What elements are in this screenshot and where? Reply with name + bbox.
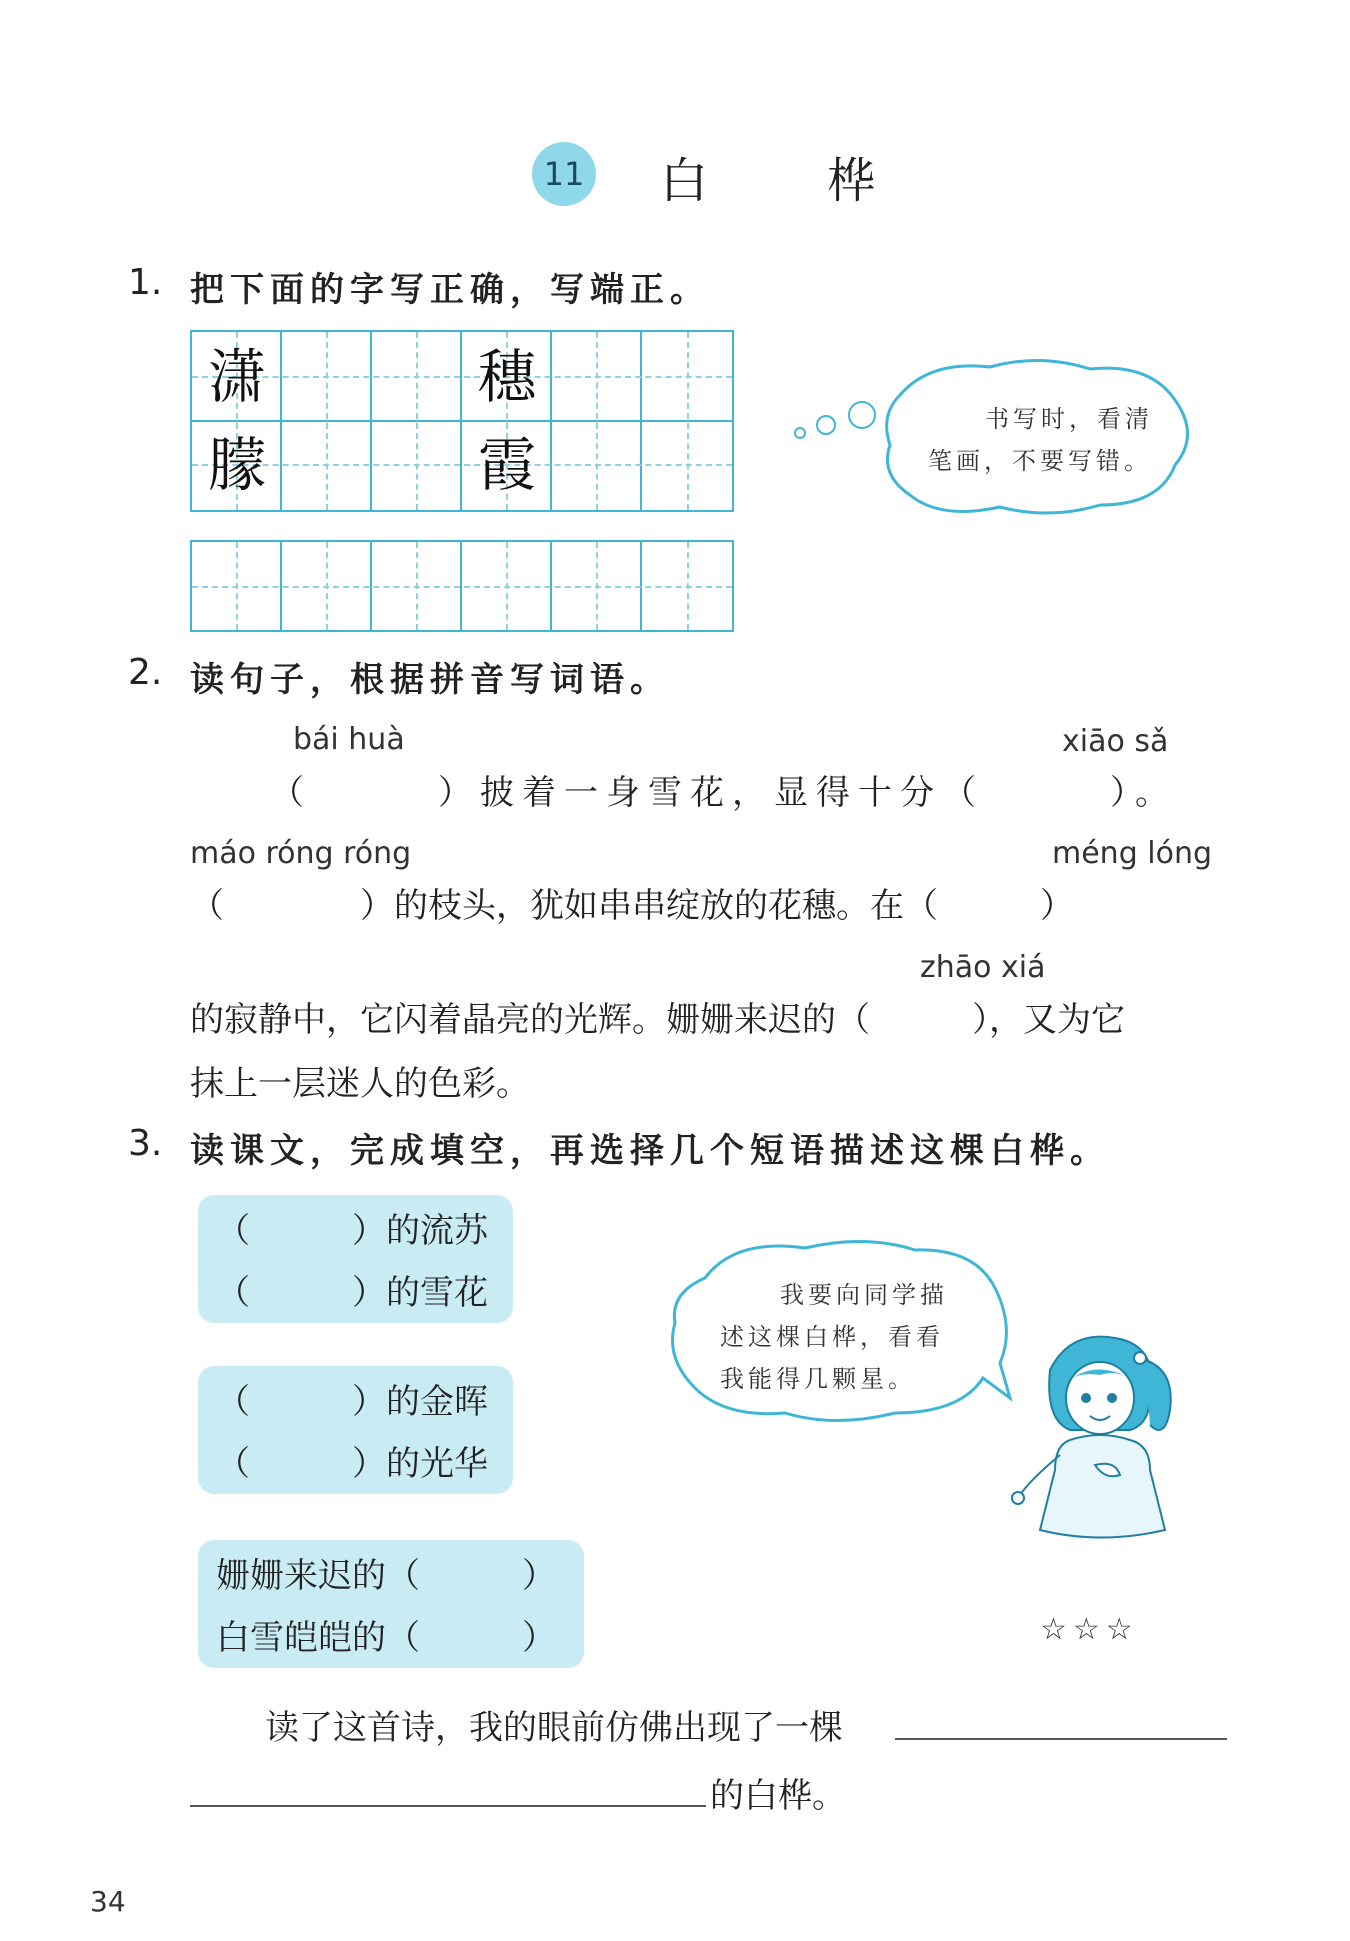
q2-sentence-line2: （ ）的枝头，犹如串串绽放的花穗。在（ ）: [190, 886, 1074, 926]
q2-number: 2.: [128, 652, 163, 693]
q3-number: 3.: [128, 1123, 163, 1164]
bubble1-line1: 书写时，看清: [985, 405, 1153, 433]
q2-sentence-line1: （ ）披着一身雪花，显得十分（ ）。: [270, 773, 1177, 813]
answer-line-2[interactable]: [190, 1805, 706, 1807]
pinyin-bai-hua: bái huà: [293, 722, 405, 757]
phrase-panel-3: [198, 1540, 584, 1668]
q2-sentence-line3: 的寂静中，它闪着晶亮的光辉。姗姗来迟的（ ），又为它: [190, 1000, 1125, 1040]
grid-char-xia: 霞: [477, 431, 536, 499]
final-sentence-part1: 读了这首诗，我的眼前仿佛出现了一棵: [265, 1708, 843, 1748]
pinyin-mao-rong-rong: máo róng róng: [190, 836, 412, 871]
bubble1-line2: 笔画，不要写错。: [928, 447, 1152, 475]
grid-char-meng: 朦: [207, 431, 266, 499]
q3-instruction: 读课文，完成填空，再选择几个短语描述这棵白桦。: [190, 1131, 1110, 1171]
final-sentence-part2: 的白桦。: [710, 1776, 846, 1816]
phrase-panel-2: [198, 1366, 513, 1494]
panel2-line2: （ ）的光华: [216, 1444, 488, 1484]
page-number: 34: [90, 1885, 126, 1918]
grid-char-xiao: 潇: [207, 343, 266, 411]
rating-stars: ☆☆☆: [1040, 1612, 1139, 1647]
panel2-line1: （ ）的金晖: [216, 1382, 488, 1422]
q1-instruction: 把下面的字写正确，写端正。: [190, 270, 710, 310]
q2-sentence-line4: 抹上一层迷人的色彩。: [190, 1064, 530, 1104]
panel1-line2: （ ）的雪花: [216, 1273, 488, 1313]
writing-grid-1: [190, 330, 734, 512]
panel3-line2: 白雪皑皑的（ ）: [216, 1618, 556, 1658]
writing-grid-2[interactable]: [190, 540, 734, 632]
lesson-title: 白 桦: [660, 153, 928, 209]
panel1-line1: （ ）的流苏: [216, 1211, 488, 1251]
bubble2-line2: 述这棵白桦，看看: [720, 1323, 944, 1351]
q2-instruction: 读句子，根据拼音写词语。: [190, 660, 670, 700]
grid-char-sui: 穗: [477, 343, 536, 411]
panel3-line1: 姗姗来迟的（ ）: [216, 1556, 556, 1596]
lesson-number-badge: [532, 142, 596, 206]
pinyin-xiao-sa: xiāo sǎ: [1062, 724, 1169, 759]
bubble2-line1: 我要向同学描: [780, 1281, 948, 1309]
bubble2-line3: 我能得几颗星。: [720, 1365, 916, 1393]
phrase-panel-1: [198, 1195, 513, 1323]
pinyin-meng-long: méng lóng: [1052, 836, 1213, 871]
pinyin-zhao-xia: zhāo xiá: [920, 950, 1046, 985]
answer-line-1[interactable]: [895, 1738, 1227, 1740]
q1-number: 1.: [128, 262, 163, 303]
girl-illustration-icon: [1000, 1330, 1190, 1550]
lesson-number: 11: [543, 155, 585, 193]
